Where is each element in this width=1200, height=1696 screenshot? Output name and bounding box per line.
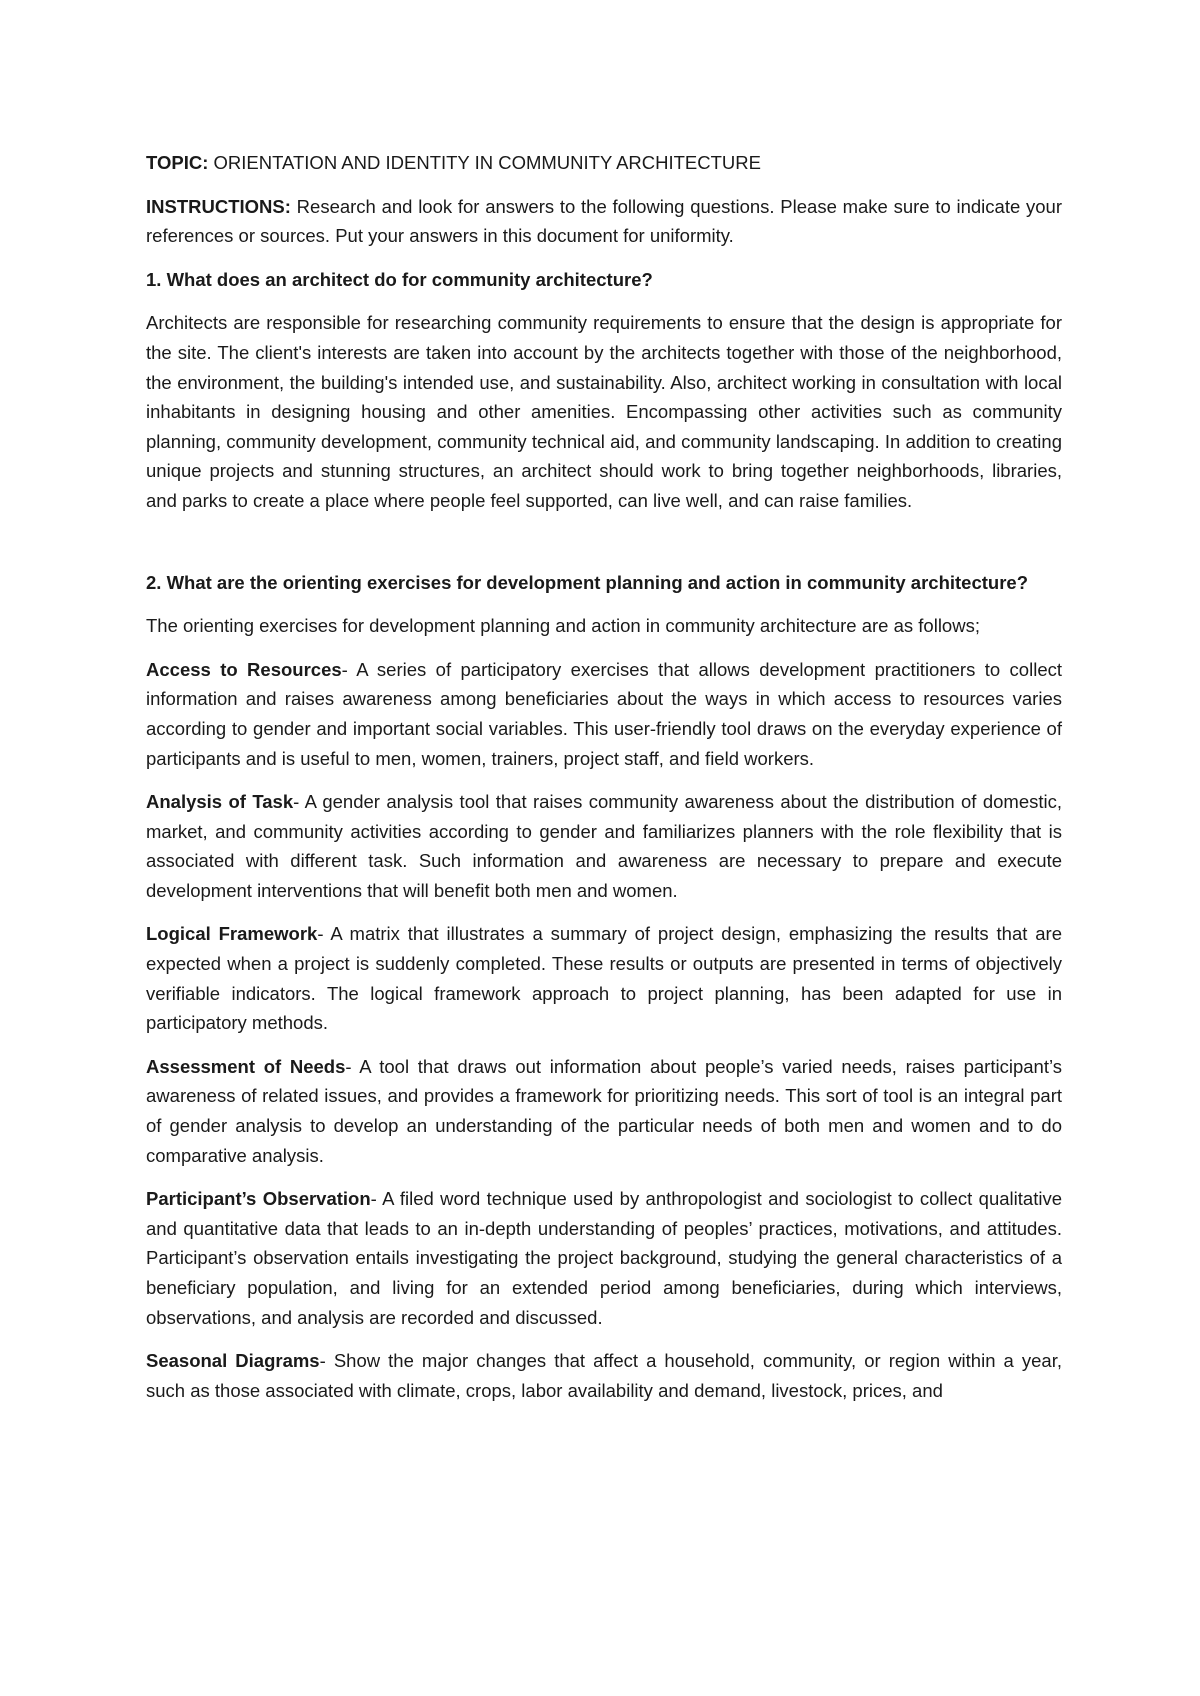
exercise-term: Access to Resources bbox=[146, 658, 342, 680]
exercise-item bbox=[146, 1052, 1062, 1170]
exercise-description: - A gender analysis tool that raises community awareness about the distribution of domestic, market, and community activities according to gender and familiarizes planners with the role flexibility that is associated with different task. Such information and awareness are necessary to prepare and execute development interventions that will benefit both men and women. bbox=[146, 791, 1062, 901]
exercise-item bbox=[146, 787, 1062, 905]
instructions-text: Research and look for answers to the following questions. Please make sure to indicate your references or sources. Put your answers in this document for uniformity. bbox=[146, 195, 1062, 247]
exercise-item bbox=[146, 655, 1062, 773]
topic-line bbox=[146, 148, 1062, 178]
instructions-paragraph bbox=[146, 192, 1062, 251]
document-page bbox=[146, 148, 1062, 1419]
exercise-item bbox=[146, 1346, 1062, 1405]
exercise-term: Assessment of Needs bbox=[146, 1055, 346, 1077]
exercise-description: - A filed word technique used by anthropologist and sociologist to collect qualitative and quantitative data that leads to an in-depth understanding of peoples’ practices, motivations, and attitudes. Participant’s observation entails investigating the project background, studying the general characteristics of a beneficiary population, and living for an extended period among beneficiaries, during which interviews, observations, and analysis are recorded and discussed. bbox=[146, 1188, 1062, 1328]
question-2-title: 2. What are the orienting exercises for development planning and action in community architecture? bbox=[146, 571, 1029, 593]
instructions-label: INSTRUCTIONS: bbox=[146, 195, 291, 217]
exercise-term: Participant’s Observation bbox=[146, 1188, 371, 1210]
exercise-description: - A series of participatory exercises that allows development practitioners to collect information and raises awareness among beneficiaries about the ways in which access to resources varies according to gender and important social variables. This user-friendly tool draws on the everyday experience of participants and is useful to men, women, trainers, project staff, and field workers. bbox=[146, 658, 1062, 769]
exercise-description: - A tool that draws out information about people’s varied needs, raises participant’s awareness of related issues, and provides a framework for prioritizing needs. This sort of tool is an integral part of gender analysis to develop an understanding of the particular needs of both men and women and to do comparative analysis. bbox=[146, 1055, 1062, 1166]
question-1-title: 1. What does an architect do for community architecture? bbox=[146, 268, 653, 290]
exercise-item bbox=[146, 919, 1062, 1037]
exercise-term: Analysis of Task bbox=[146, 791, 294, 813]
section-spacer bbox=[146, 530, 1062, 568]
topic-label: TOPIC: bbox=[146, 152, 209, 173]
exercise-description: - Show the major changes that affect a household, community, or region within a year, such as those associated with climate, crops, labor availability and demand, livestock, prices, and bbox=[146, 1350, 1062, 1401]
topic-text: ORIENTATION AND IDENTITY IN COMMUNITY ARCHITECTURE bbox=[208, 152, 761, 173]
exercise-term: Seasonal Diagrams bbox=[146, 1350, 320, 1372]
question-2-intro: The orienting exercises for development planning and action in community architecture are as follows; bbox=[146, 615, 980, 637]
exercise-item bbox=[146, 1184, 1062, 1332]
exercise-description: - A matrix that illustrates a summary of project design, emphasizing the results that are expected when a project is suddenly completed. These results or outputs are presented in terms of objectively verifiable indicators. The logical framework approach to project planning, has been adapted for use in participatory methods. bbox=[146, 923, 1062, 1034]
exercise-term: Logical Framework bbox=[146, 923, 318, 945]
question-1-answer: Architects are responsible for researching community requirements to ensure that the design is appropriate for the site. The client's interests are taken into account by the architects together with those of the neighborhood, the environment, the building's intended use, and sustainability. Also, architect working in consultation with local inhabitants in designing housing and other amenities. Encompassing other activities such as community planning, community development, community technical aid, and community landscaping. In addition to creating unique projects and stunning structures, an architect should work to bring together neighborhoods, libraries, and parks to create a place where people feel supported, can live well, and can raise families. bbox=[146, 312, 1062, 511]
